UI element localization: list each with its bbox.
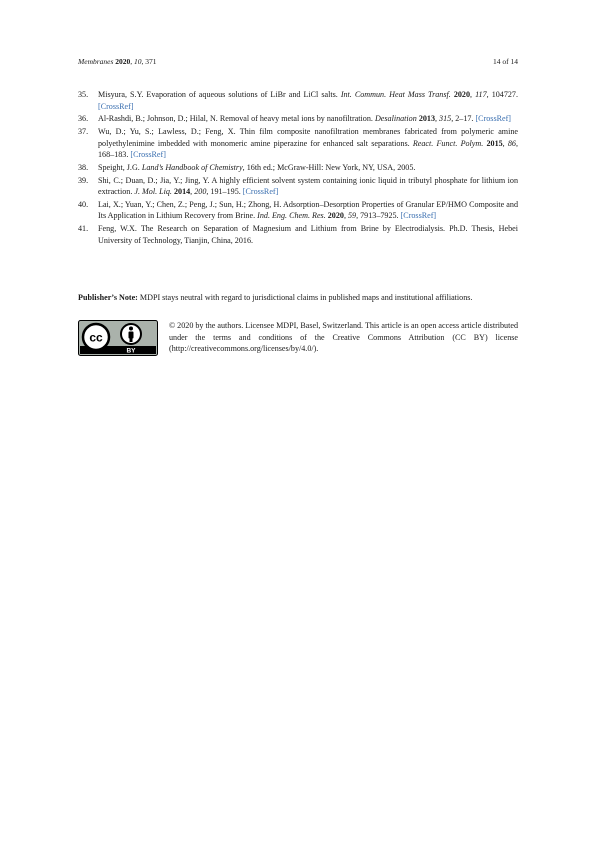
reference-text: Wu, D.; Yu, S.; Lawless, D.; Feng, X. Thin film composite nanofiltration membranes fabricated from polymeric amine polyethylenimine imbedded with monomeric amine piperazine for enhanced salt separations. React. Funct. Polym. 2015, 86, 168–183. [CrossRef] <box>98 126 518 160</box>
reference-number: 41. <box>78 224 89 234</box>
reference-text: Misyura, S.Y. Evaporation of aqueous solutions of LiBr and LiCl salts. Int. Commun. Heat Mass Transf. 2020, 117, 104727. [CrossRef] <box>98 90 518 111</box>
publisher-note <box>78 292 518 304</box>
crossref-link[interactable]: [CrossRef] <box>475 114 511 124</box>
reference-item <box>78 162 518 174</box>
reference-text: Lai, X.; Yuan, Y.; Chen, Z.; Peng, J.; Sun, H.; Zhong, H. Adsorption–Desorption Properties of Granular EP/HMO Composite and Its Application in Lithium Recovery from Brine. Ind. Eng. Chem. Res. 2020, 59, 7913–7925. [CrossRef] <box>98 199 518 221</box>
cc-by-license-icon[interactable] <box>78 320 158 356</box>
cc-logo-text: cc <box>89 330 103 345</box>
journal-year: 2020 <box>115 57 131 66</box>
reference-number: 37. <box>78 126 89 136</box>
reference-item <box>78 199 518 222</box>
crossref-link[interactable]: [CrossRef] <box>242 187 279 197</box>
reference-number: 40. <box>78 199 89 209</box>
license-block <box>78 320 518 356</box>
journal-volume: 10 <box>134 57 142 66</box>
reference-number: 38. <box>78 162 89 172</box>
crossref-link[interactable]: [CrossRef] <box>130 150 166 160</box>
running-header <box>78 57 518 66</box>
crossref-link[interactable]: [CrossRef] <box>400 211 437 221</box>
reference-item <box>78 126 518 161</box>
publisher-note-text: MDPI stays neutral with regard to jurisdictional claims in published maps and institutional affiliations. <box>137 293 473 302</box>
reference-item <box>78 89 518 112</box>
reference-text: Shi, C.; Duan, D.; Jia, Y.; Jing, Y. A highly efficient solvent system containing ionic liquid in tributyl phosphate for lithium ion extraction. J. Mol. Liq. 2014, 200, 191–195. [CrossRef] <box>98 175 518 197</box>
publisher-note-label: Publisher’s Note: <box>78 293 138 302</box>
reference-number: 39. <box>78 175 89 185</box>
journal-name: Membranes <box>78 57 114 66</box>
reference-item <box>78 175 518 198</box>
article-number: 371 <box>145 57 157 66</box>
reference-text: Al-Rashdi, B.; Johnson, D.; Hilal, N. Removal of heavy metal ions by nanofiltration. Desalination 2013, 315, 2–17. [CrossRef] <box>98 114 511 124</box>
reference-number: 35. <box>78 90 89 99</box>
reference-text: Feng, W.X. The Research on Separation of Magnesium and Lithium from Brine by Electrodialysis. Ph.D. Thesis, Hebei University of Technology, Tianjin, China, 2016. <box>98 224 518 245</box>
reference-number: 36. <box>78 114 89 124</box>
license-text: © 2020 by the authors. Licensee MDPI, Basel, Switzerland. This article is an open access article distributed under the terms and conditions of the Creative Commons Attribution (CC BY) license (http://creativecommons.org/licenses/by/4.0/). <box>169 321 518 354</box>
crossref-link[interactable]: [CrossRef] <box>98 101 134 111</box>
reference-item <box>78 223 518 246</box>
reference-list <box>78 89 518 247</box>
journal-citation: Membranes 2020, 10, 371 <box>78 57 157 66</box>
reference-text: Speight, J.G. Land’s Handbook of Chemistry, 16th ed.; McGraw-Hill: New York, NY, USA, 2005. <box>98 162 416 172</box>
reference-item <box>78 113 518 125</box>
page-number: 14 of 14 <box>493 57 518 66</box>
by-logo-text: BY <box>126 347 136 355</box>
